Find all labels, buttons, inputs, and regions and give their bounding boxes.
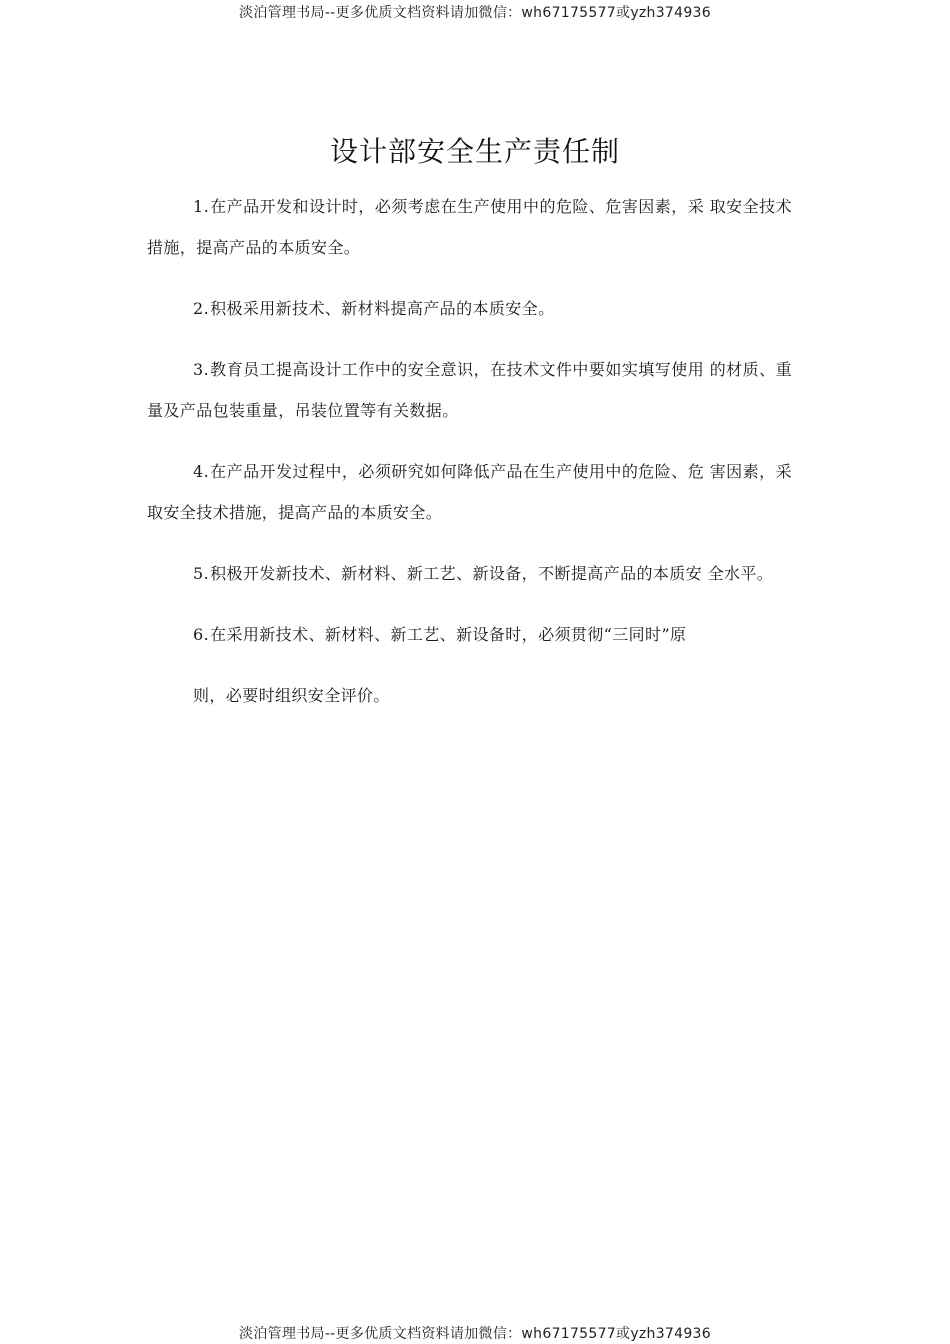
clause-3: [147, 349, 792, 431]
page-footer: 淡泊管理书局--更多优质文档资料请加微信：wh67175577或yzh374936: [239, 1326, 711, 1342]
clause-6: [147, 614, 792, 655]
clause-number: 1.: [193, 197, 210, 216]
clause-1: [147, 186, 792, 268]
page-header: 淡泊管理书局--更多优质文档资料请加微信：wh67175577或yzh374936: [239, 5, 711, 21]
clause-text: 积极开发新技术、新材料、新工艺、新设备，不断提高产品的本质安 全水平。: [210, 564, 774, 583]
clause-2: [147, 288, 792, 329]
clause-list: [147, 186, 792, 747]
document-title: 设计部安全生产责任制: [329, 135, 620, 168]
clause-text: 教育员工提高设计工作中的安全意识，在技术文件中要如实填写使用 的材质、重量及产品包装重量，吊装位置等有关数据。: [147, 360, 792, 420]
clause-text: 在产品开发过程中，必须研究如何降低产品在生产使用中的危险、危 害因素，采取安全技术措施，提高产品的本质安全。: [147, 462, 792, 522]
clause-text: 在产品开发和设计时，必须考虑在生产使用中的危险、危害因素，采 取安全技术措施，提高产品的本质安全。: [147, 197, 792, 257]
clause-number: 6.: [193, 625, 210, 644]
clause-text: 积极采用新技术、新材料提高产品的本质安全。: [210, 299, 555, 318]
clause-5: [147, 553, 792, 594]
clause-number: 3.: [193, 360, 210, 379]
clause-text: 在采用新技术、新材料、新工艺、新设备时，必须贯彻“三同时”原: [210, 625, 687, 644]
clause-number: 2.: [193, 299, 210, 318]
clause-4: [147, 451, 792, 533]
clause-number: 5.: [193, 564, 210, 583]
clause-6-continuation: 则，必要时组织安全评价。: [193, 686, 390, 705]
clause-number: 4.: [193, 462, 210, 481]
